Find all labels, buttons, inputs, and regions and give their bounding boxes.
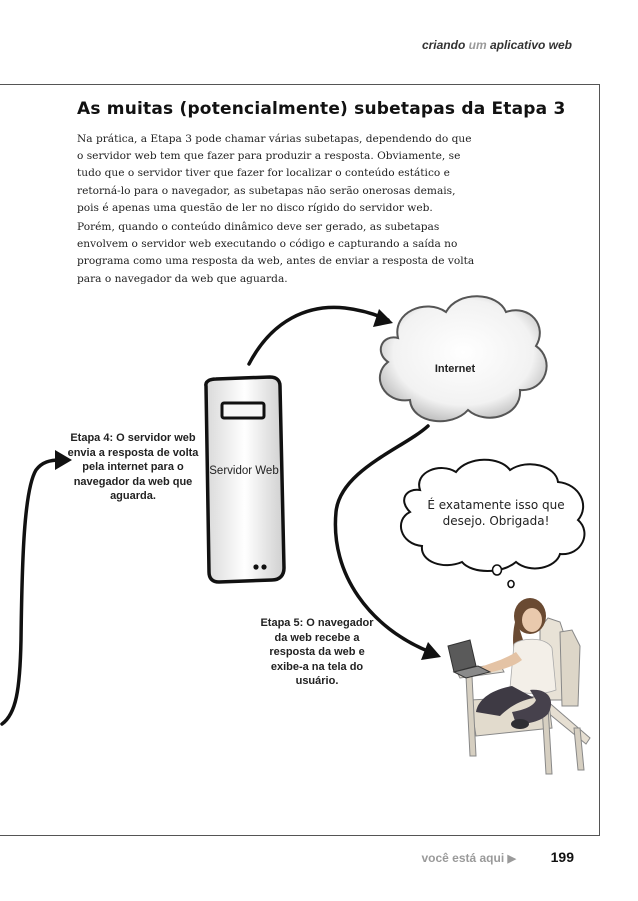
running-head-post: aplicativo web	[489, 38, 572, 52]
server-label: Servidor Web	[209, 465, 279, 477]
page-number: 199	[550, 849, 574, 865]
footer-nav-text: você está aqui	[421, 851, 505, 865]
triangle-right-icon: ▶	[507, 853, 516, 865]
running-head-accent: um	[468, 38, 487, 52]
internet-label: Internet	[434, 363, 476, 375]
arrow-server-to-internet	[249, 307, 393, 364]
step4-label: Etapa 4: O servidor web envia a resposta de volta pela internet para o navegador da web que aguarda.	[67, 432, 199, 502]
user-in-chair-illustration	[448, 598, 590, 774]
paragraph-2: Porém, quando o conteúdo dinâmico deve ser gerado, as subetapas envolvem o servidor web executando o código e capturando a saída no programa como uma resposta da web, antes de enviar a resposta de volta para o navegador da web que aguarda.	[77, 221, 475, 285]
step5-label: Etapa 5: O navegador da web recebe a resposta da web e exibe-a na tela do usuário.	[260, 617, 374, 687]
footer-nav	[421, 851, 516, 865]
paragraph-1: Na prática, a Etapa 3 pode chamar várias subetapas, dependendo do que o servidor web tem que fazer para produzir a resposta. Obviamente, se tudo que o servidor tiver que fazer for localizar o conteúdo estático e retorná-lo para o navegador, as subetapas não serão onerosas demais, pois é apenas uma questão de ler no disco rígido do servidor web.	[77, 133, 472, 214]
web-server-icon	[206, 377, 284, 582]
internet-cloud	[380, 296, 547, 421]
running-head-pre: criando	[421, 38, 466, 52]
section-title: As muitas (potencialmente) subetapas da Etapa 3	[77, 99, 566, 119]
thought-bubble-text: É exatamente isso que desejo. Obrigada!	[427, 498, 565, 528]
